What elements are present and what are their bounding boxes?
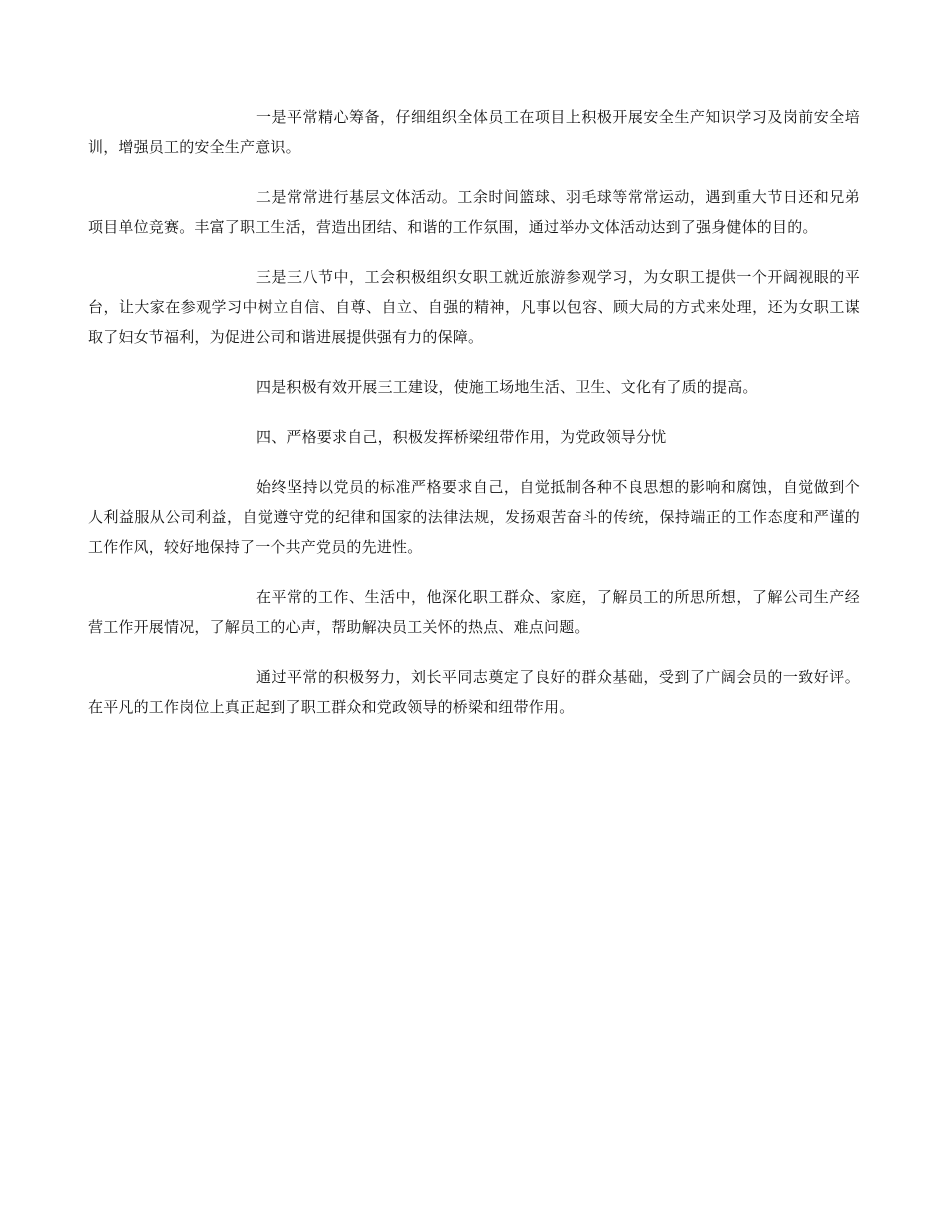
paragraph-3: 三是三八节中，工会积极组织女职工就近旅游参观学习，为女职工提供一个开阔视眼的平台，让大家在参观学习中树立自信、自尊、自立、自强的精神，凡事以包容、顾大局的方式来处理，还为女职工谋取了妇女节福利，为促进公司和谐进展提供强有力的保障。 bbox=[88, 268, 860, 346]
paragraph-4: 四是积极有效开展三工建设，使施工场地生活、卫生、文化有了质的提高。 bbox=[256, 378, 758, 396]
paragraph-7: 通过平常的积极努力，刘长平同志奠定了良好的群众基础，受到了广阔会员的一致好评。在平凡的工作岗位上真正起到了职工群众和党政领导的桥梁和纽带作用。 bbox=[88, 668, 860, 716]
document-body bbox=[88, 102, 860, 742]
paragraph-2: 二是常常进行基层文体活动。工余时间篮球、羽毛球等常常运动，遇到重大节日还和兄弟项目单位竞赛。丰富了职工生活，营造出团结、和谐的工作氛围，通过举办文体活动达到了强身健体的目的。 bbox=[88, 188, 860, 236]
section-heading: 四、严格要求自己，积极发挥桥梁纽带作用，为党政领导分忧 bbox=[256, 428, 667, 446]
paragraph-1: 一是平常精心筹备，仔细组织全体员工在项目上积极开展安全生产知识学习及岗前安全培训，增强员工的安全生产意识。 bbox=[88, 108, 860, 156]
paragraph-6: 在平常的工作、生活中，他深化职工群众、家庭，了解员工的所思所想，了解公司生产经营工作开展情况，了解员工的心声，帮助解决员工关怀的热点、难点问题。 bbox=[88, 588, 860, 636]
paragraph-5: 始终坚持以党员的标准严格要求自己，自觉抵制各种不良思想的影响和腐蚀，自觉做到个人利益服从公司利益，自觉遵守党的纪律和国家的法律法规，发扬艰苦奋斗的传统，保持端正的工作态度和严谨的工作作风，较好地保持了一个共产党员的先进性。 bbox=[88, 478, 860, 556]
